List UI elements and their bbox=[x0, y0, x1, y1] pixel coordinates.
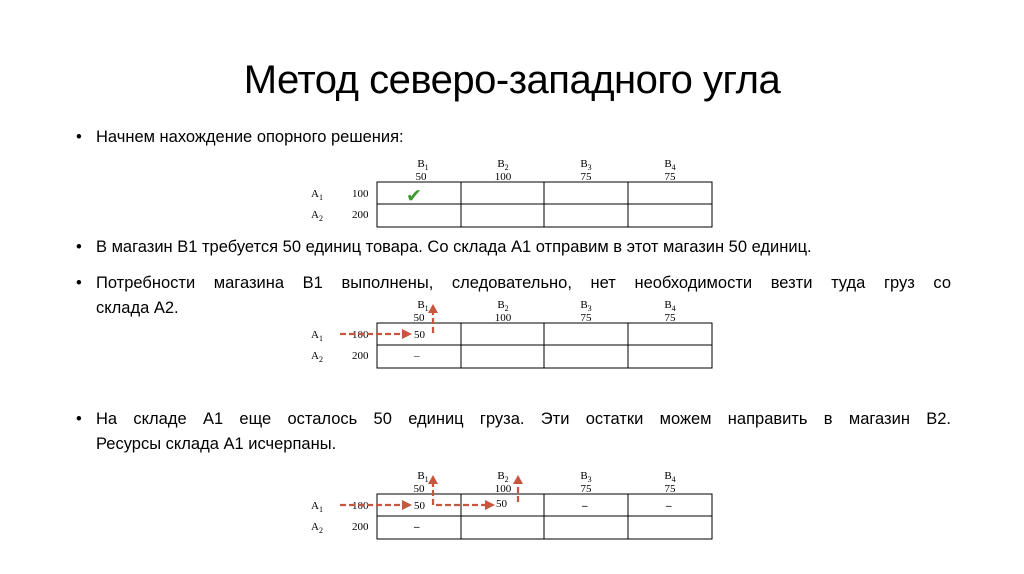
transport-table-3 bbox=[308, 466, 714, 560]
demand-b3: 75 bbox=[580, 483, 592, 495]
supply-a2: 200 bbox=[352, 521, 369, 533]
cell-a1-b2: 50 bbox=[496, 498, 507, 510]
bullet-4-line-1: На складе А1 еще осталось 50 единиц груза. Эти остатки можем направить в магазин В2. bbox=[96, 410, 951, 428]
arrow-right-head-icon bbox=[485, 500, 495, 510]
col-header-b1: $B_1$ bbox=[417, 470, 429, 484]
col-header-b3: $B_3$ bbox=[580, 299, 592, 313]
col-header-b1: $B_1$ bbox=[417, 158, 429, 172]
demand-b2: 100 bbox=[494, 171, 512, 183]
demand-b4: 75 bbox=[664, 483, 676, 495]
col-header-b1: $B_1$ bbox=[417, 299, 429, 313]
bullet-dot: • bbox=[76, 238, 82, 256]
col-header-b3: $B_3$ bbox=[580, 470, 592, 484]
supply-a1: 100 bbox=[352, 500, 369, 512]
col-header-b3: $B_3$ bbox=[580, 158, 592, 172]
col-header-b2: $B_2$ bbox=[497, 299, 509, 313]
arrow-up-head-icon bbox=[428, 304, 438, 313]
row-header-a2: $A_2$ bbox=[311, 350, 323, 364]
supply-a2: 200 bbox=[352, 350, 369, 362]
col-header-b2: $B_2$ bbox=[497, 470, 509, 484]
table-grid bbox=[377, 494, 712, 539]
arrow-right-head-icon bbox=[402, 500, 412, 510]
table-grid bbox=[377, 323, 712, 368]
supply-a1: 100 bbox=[352, 188, 369, 200]
slide-title: Метод северо-западного угла bbox=[243, 58, 781, 102]
bullet-1-text: Начнем нахождение опорного решения: bbox=[96, 128, 404, 146]
demand-b3: 75 bbox=[580, 312, 592, 324]
bullet-4-line-2: Ресурсы склада А1 исчерпаны. bbox=[96, 435, 337, 453]
column-headers bbox=[414, 299, 677, 324]
column-headers bbox=[414, 470, 677, 495]
bullet-3-line-1: Потребности магазина В1 выполнены, следовательно, нет необходимости везти туда груз со bbox=[96, 274, 951, 292]
supply-a1: 100 bbox=[352, 329, 369, 341]
cell-a2-b1: – bbox=[414, 350, 420, 362]
bullet-3-line-2: склада А2. bbox=[96, 299, 179, 317]
col-header-b2: $B_2$ bbox=[497, 158, 509, 172]
bullet-dot: • bbox=[76, 410, 82, 428]
checkmark-icon: ✔ bbox=[406, 186, 422, 207]
demand-b4: 75 bbox=[664, 312, 676, 324]
cell-a1-b3: – bbox=[582, 500, 588, 512]
arrow-right-head-icon bbox=[402, 329, 412, 339]
bullet-2-text: В магазин В1 требуется 50 единиц товара. Со склада А1 отправим в этот магазин 50 единиц. bbox=[96, 238, 812, 256]
bullet-dot: • bbox=[76, 128, 82, 146]
transport-table-1 bbox=[308, 154, 714, 248]
supply-a2: 200 bbox=[352, 209, 369, 221]
demand-b2: 100 bbox=[494, 312, 512, 324]
arrow-up-head-icon bbox=[428, 475, 438, 484]
row-header-a1: $A_1$ bbox=[311, 500, 323, 514]
col-header-b4: $B_4$ bbox=[664, 470, 676, 484]
column-headers bbox=[416, 158, 677, 183]
demand-b1: 50 bbox=[413, 312, 425, 324]
demand-b1: 50 bbox=[413, 483, 425, 495]
row-header-a1: $A_1$ bbox=[311, 188, 323, 202]
table-grid bbox=[377, 182, 712, 227]
cell-a1-b1: 50 bbox=[414, 500, 425, 512]
row-header-a2: $A_2$ bbox=[311, 521, 323, 535]
demand-b1: 50 bbox=[415, 171, 427, 183]
arrow-up-head-icon bbox=[513, 475, 523, 484]
transport-table-2 bbox=[308, 295, 714, 389]
col-header-b4: $B_4$ bbox=[664, 299, 676, 313]
cell-a1-b4: – bbox=[666, 500, 672, 512]
row-header-a2: $A_2$ bbox=[311, 209, 323, 223]
demand-b4: 75 bbox=[664, 171, 676, 183]
cell-a1-b1: 50 bbox=[414, 329, 425, 341]
demand-b3: 75 bbox=[580, 171, 592, 183]
row-header-a1: $A_1$ bbox=[311, 329, 323, 343]
col-header-b4: $B_4$ bbox=[664, 158, 676, 172]
demand-b2: 100 bbox=[494, 483, 512, 495]
cell-a2-b1: – bbox=[414, 521, 420, 533]
row-headers bbox=[311, 188, 369, 223]
bullet-dot: • bbox=[76, 274, 82, 292]
